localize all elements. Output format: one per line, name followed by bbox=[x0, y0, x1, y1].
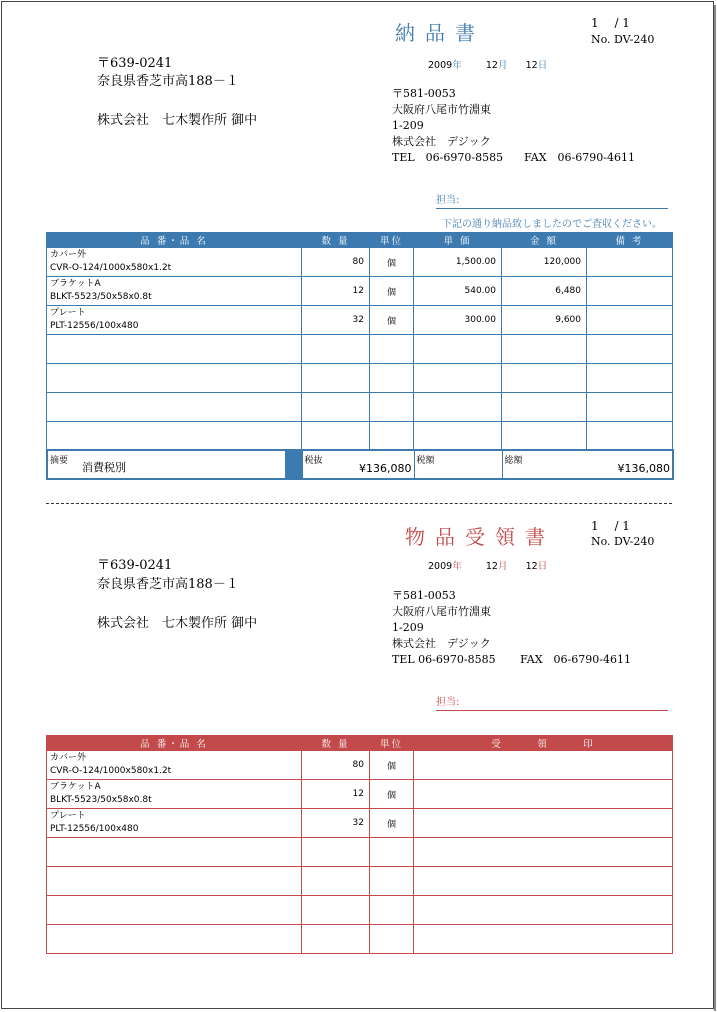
table-header bbox=[47, 736, 673, 751]
subtotal-cell: 税抜 ¥136,080 bbox=[302, 450, 414, 479]
header-unit: 単位 bbox=[370, 233, 414, 248]
delivery-page-number: 1 / 1 bbox=[591, 16, 630, 30]
qty-cell: 12 bbox=[302, 277, 370, 306]
delivery-person-field: 担当: bbox=[436, 191, 668, 209]
seal-cell bbox=[414, 780, 673, 809]
cut-line bbox=[46, 503, 672, 504]
delivery-doc-number: No. DV-240 bbox=[591, 33, 655, 46]
tax-cell: 税額 bbox=[414, 450, 502, 479]
receipt-date: 2009年 12月 12日 bbox=[428, 561, 548, 572]
header-item: 品 番・品 名 bbox=[47, 233, 302, 248]
qty-cell: 32 bbox=[302, 306, 370, 335]
receipt-table bbox=[46, 735, 673, 954]
delivery-sender-block bbox=[392, 86, 635, 166]
delivery-recipient-postal: 〒639-0241 bbox=[97, 56, 173, 71]
receipt-title: 物品受領書 bbox=[405, 525, 555, 549]
table-row bbox=[47, 248, 673, 277]
sender-address2: 1-209 bbox=[392, 621, 424, 634]
price-cell: 300.00 bbox=[414, 306, 502, 335]
item-name-cell: プレート PLT-12556/100x480 bbox=[47, 809, 302, 838]
price-cell: 1,500.00 bbox=[414, 248, 502, 277]
sender-address1: 大阪府八尾市竹淵東 bbox=[392, 103, 491, 116]
header-qty: 数 量 bbox=[302, 736, 370, 751]
table-row bbox=[47, 306, 673, 335]
qty-cell: 12 bbox=[302, 780, 370, 809]
receipt-page-number: 1 / 1 bbox=[591, 519, 630, 533]
amount-cell: 6,480 bbox=[502, 277, 587, 306]
note-cell bbox=[587, 306, 673, 335]
delivery-notice: 下記の通り納品致しましたのでご査収ください。 bbox=[442, 219, 662, 230]
note-cell bbox=[587, 248, 673, 277]
receipt-sender-block bbox=[392, 588, 631, 668]
table-row-empty bbox=[47, 925, 673, 954]
amount-cell: 9,600 bbox=[502, 306, 587, 335]
sender-phone: TEL 06-6970-8585 FAX 06-6790-4611 bbox=[392, 151, 635, 164]
table-row-empty bbox=[47, 422, 673, 451]
header-unit: 単位 bbox=[370, 736, 414, 751]
header-price: 単 価 bbox=[414, 233, 502, 248]
delivery-table bbox=[46, 232, 673, 451]
total-cell: 総額 ¥136,080 bbox=[502, 450, 673, 479]
memo-cell: 摘要 消費税別 bbox=[47, 450, 285, 479]
item-name-cell: ブラケットA BLKT-5523/50x58x0.8t bbox=[47, 277, 302, 306]
delivery-recipient-name: 株式会社 七木製作所 御中 bbox=[97, 113, 258, 128]
sender-phone: TEL 06-6970-8585 FAX 06-6790-4611 bbox=[392, 653, 631, 666]
qty-cell: 80 bbox=[302, 751, 370, 780]
table-row-empty bbox=[47, 896, 673, 925]
sender-company: 株式会社 デジック bbox=[392, 135, 491, 148]
summary-divider bbox=[285, 450, 302, 479]
table-row bbox=[47, 780, 673, 809]
delivery-title: 納品書 bbox=[395, 21, 485, 45]
table-header bbox=[47, 233, 673, 248]
sender-postal: 〒581-0053 bbox=[392, 589, 456, 602]
unit-cell: 個 bbox=[370, 780, 414, 809]
table-row bbox=[47, 751, 673, 780]
sender-address1: 大阪府八尾市竹淵東 bbox=[392, 605, 491, 618]
sender-company: 株式会社 デジック bbox=[392, 637, 491, 650]
item-name-cell: ブラケットA BLKT-5523/50x58x0.8t bbox=[47, 780, 302, 809]
table-row-empty bbox=[47, 838, 673, 867]
table-row-empty bbox=[47, 364, 673, 393]
receipt-recipient-address: 奈良県香芝市高188－１ bbox=[97, 577, 239, 592]
receipt-recipient-postal: 〒639-0241 bbox=[97, 558, 173, 573]
amount-cell: 120,000 bbox=[502, 248, 587, 277]
header-seal: 受 領 印 bbox=[414, 736, 673, 751]
receipt-doc-number: No. DV-240 bbox=[591, 535, 655, 548]
seal-cell bbox=[414, 751, 673, 780]
unit-cell: 個 bbox=[370, 809, 414, 838]
seal-cell bbox=[414, 809, 673, 838]
delivery-date: 2009年 12月 12日 bbox=[428, 60, 548, 71]
unit-cell: 個 bbox=[370, 306, 414, 335]
qty-cell: 80 bbox=[302, 248, 370, 277]
table-row-empty bbox=[47, 393, 673, 422]
price-cell: 540.00 bbox=[414, 277, 502, 306]
delivery-recipient-address: 奈良県香芝市高188－１ bbox=[97, 74, 239, 89]
sender-postal: 〒581-0053 bbox=[392, 87, 456, 100]
receipt-person-field: 担当: bbox=[436, 693, 668, 711]
table-row-empty bbox=[47, 867, 673, 896]
header-qty: 数 量 bbox=[302, 233, 370, 248]
table-row bbox=[47, 809, 673, 838]
item-name-cell: カバー外 CVR-O-124/1000x580x1.2t bbox=[47, 248, 302, 277]
header-note: 備 考 bbox=[587, 233, 673, 248]
header-item: 品 番・品 名 bbox=[47, 736, 302, 751]
unit-cell: 個 bbox=[370, 277, 414, 306]
sender-address2: 1-209 bbox=[392, 119, 424, 132]
unit-cell: 個 bbox=[370, 248, 414, 277]
delivery-summary bbox=[46, 449, 674, 480]
item-name-cell: プレート PLT-12556/100x480 bbox=[47, 306, 302, 335]
unit-cell: 個 bbox=[370, 751, 414, 780]
receipt-recipient-name: 株式会社 七木製作所 御中 bbox=[97, 616, 258, 631]
item-name-cell: カバー外 CVR-O-124/1000x580x1.2t bbox=[47, 751, 302, 780]
header-amount: 金 額 bbox=[502, 233, 587, 248]
table-row bbox=[47, 277, 673, 306]
note-cell bbox=[587, 277, 673, 306]
table-row-empty bbox=[47, 335, 673, 364]
qty-cell: 32 bbox=[302, 809, 370, 838]
